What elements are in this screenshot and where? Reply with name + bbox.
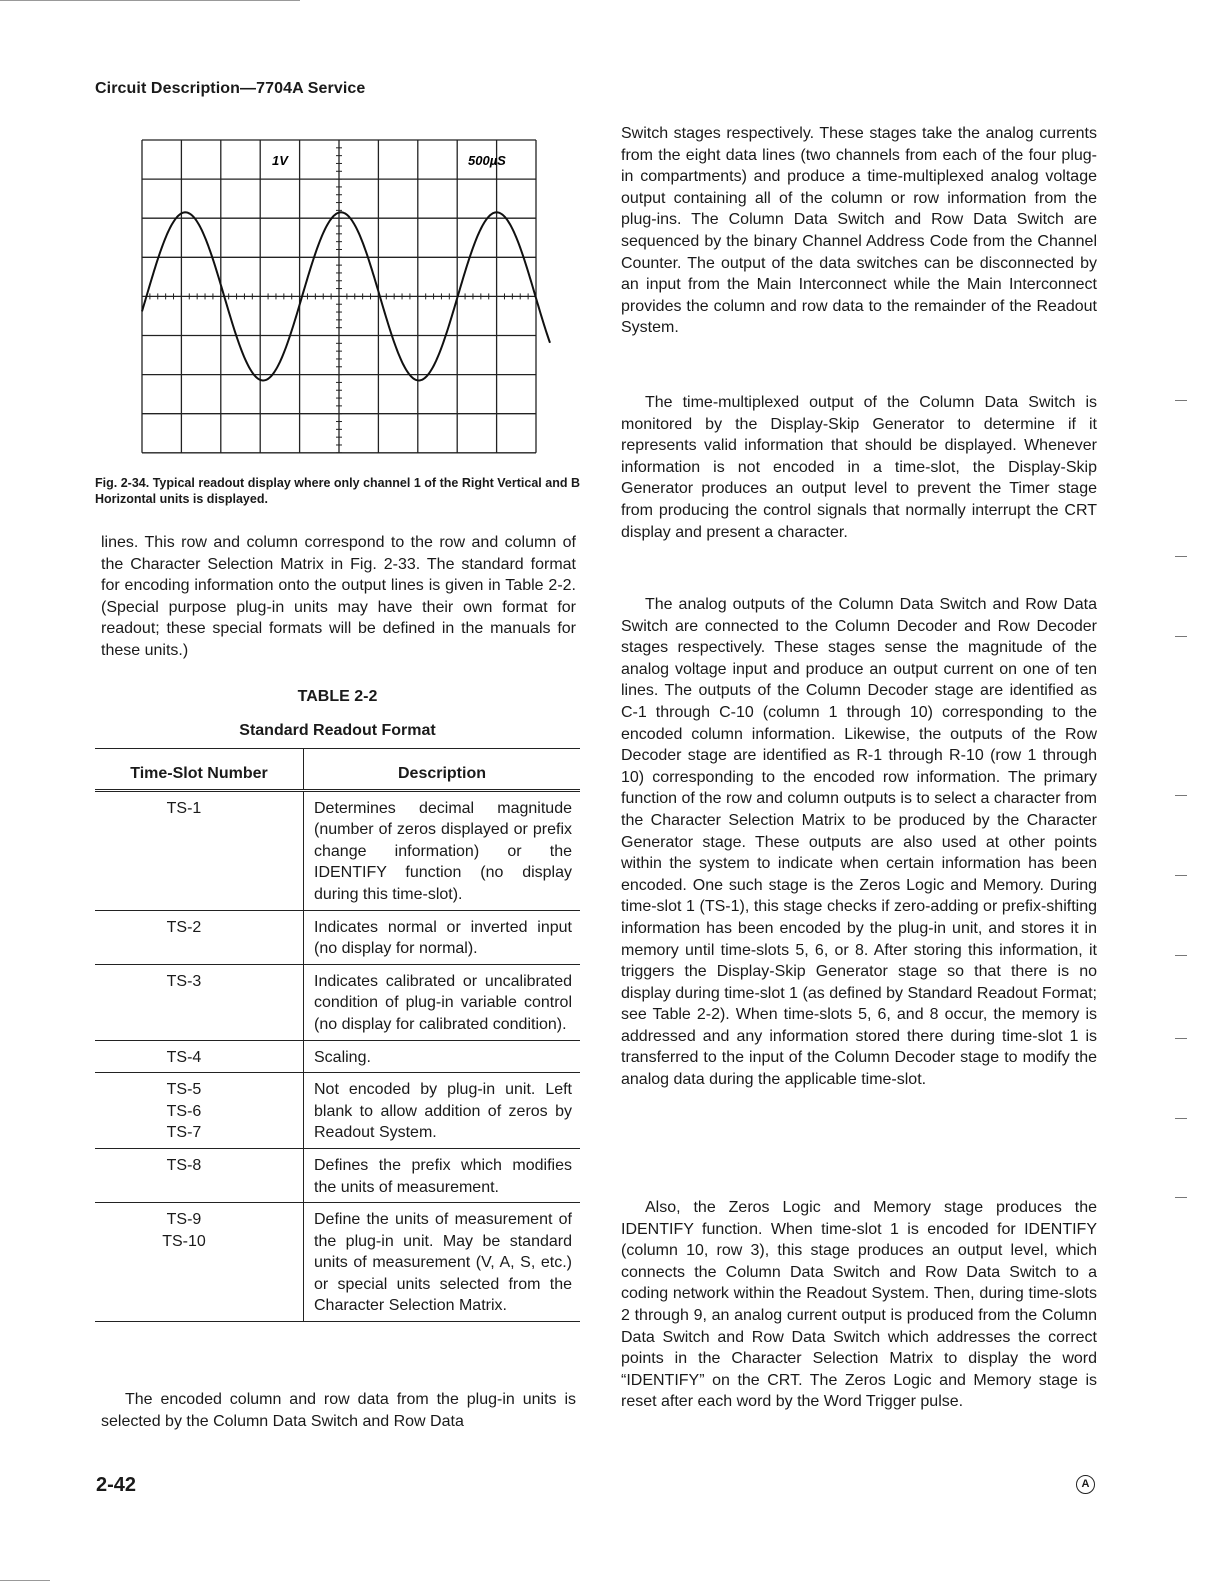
bottom-edge-rule — [0, 1580, 50, 1581]
description-cell: Define the units of measurement of the plug-in unit. May be standard units of measurement (V, A, S, etc.) or special units selected from the Character Selection Matrix. — [304, 1203, 581, 1322]
time-slot-label: TS-3 — [166, 972, 202, 990]
top-edge-rule — [0, 0, 300, 1]
description-cell: Indicates calibrated or uncalibrated condition of plug-in variable control (no display for calibrated condition). — [304, 964, 581, 1040]
table-row — [95, 910, 580, 964]
time-slot-cell — [95, 1073, 304, 1149]
time-slot-label: TS-1 — [166, 799, 202, 817]
time-slot-cell — [95, 1040, 304, 1073]
right-paragraph-4: Also, the Zeros Logic and Memory stage produces the IDENTIFY function. When time-slot 1 is encoded for IDENTIFY (column 10, row 3), this stage produces an output level, which connects the Column Data Switch and Row Data Switch to a coding network within the Readout System. Then, during time-slots 2 through 9, an analog current output is produced from the Column Data Switch and Row Data Switch which addresses the correct points in the Character Selection Matrix to display the word “IDENTIFY” on the CRT. The Zeros Logic and Memory stage is reset after each word by the Word Trigger pulse. — [621, 1199, 1097, 1411]
table-subtitle: Standard Readout Format — [239, 722, 436, 739]
tektronix-logo: A — [1076, 1475, 1095, 1494]
time-slot-label: TS-2 — [166, 918, 202, 936]
time-slot-cell — [95, 790, 304, 910]
running-header: Circuit Description—7704A Service — [95, 80, 366, 97]
time-slot-cell — [95, 910, 304, 964]
description-cell: Indicates normal or inverted input (no display for normal). — [304, 910, 581, 964]
table-row — [95, 790, 580, 910]
header-time-slot: Time-Slot Number — [95, 749, 304, 791]
oscilloscope-graticule — [138, 138, 558, 458]
time-slot-label: TS-8 — [166, 1156, 202, 1174]
time-slot-label: TS-4 — [166, 1048, 202, 1066]
table-row — [95, 964, 580, 1040]
table-header-row — [95, 749, 580, 791]
right-paragraph-1: Switch stages respectively. These stages take the analog currents from the eight data lines (two channels from each of the four plug-in compartments) and produce a time-multiplexed analog voltage output containing all of the column or row information from the plug-ins. The Column Data Switch and Row Data Switch are sequenced by the binary Channel Address Code from the Channel Counter. The output of the data switches can be disconnected by an input from the Main Interconnect while the Main Interconnect provides the column and row data to the remainder of the Readout System. — [621, 125, 1097, 337]
header-description: Description — [304, 749, 581, 791]
table-body — [95, 790, 580, 1321]
edge-mark — [1175, 795, 1187, 796]
edge-mark — [1175, 875, 1187, 876]
time-slot-label: TS-10 — [162, 1232, 206, 1250]
edge-mark — [1175, 1038, 1187, 1039]
volts-per-div-label: 1V — [272, 153, 288, 168]
description-cell: Not encoded by plug-in unit. Left blank to allow addition of zeros by Readout System. — [304, 1073, 581, 1149]
right-paragraph-2: The time-multiplexed output of the Column Data Switch is monitored by the Display-Skip Generator to determine if it represents valid information that should be displayed. Whenever information is not encoded in a time-slot, the Display-Skip Generator produces an output level to prevent the Timer stage from producing the control signals that normally interrupt the CRT display and present a character. — [621, 394, 1097, 541]
edge-mark — [1175, 1118, 1187, 1119]
time-slot-cell — [95, 1203, 304, 1322]
table-row — [95, 1040, 580, 1073]
page-number: 2-42 — [96, 1474, 137, 1496]
figure-caption: Fig. 2-34. Typical readout display where only channel 1 of the Right Vertical and B Horizontal units is displayed. — [95, 476, 580, 506]
standard-readout-format-table — [95, 748, 580, 1322]
time-slot-label: TS-7 — [166, 1124, 202, 1142]
edge-mark — [1175, 400, 1187, 401]
time-slot-cell — [95, 964, 304, 1040]
oscilloscope-figure — [138, 138, 558, 458]
edge-mark — [1175, 636, 1187, 637]
edge-mark — [1175, 1197, 1187, 1198]
left-paragraph-1: lines. This row and column correspond to the row and column of the Character Selection Matrix in Fig. 2-33. The standard format for encoding information onto the output lines is given in Table 2-2. (Special purpose plug-in units may have their own format for readout; these special formats will be defined in the manuals for these units.) — [101, 534, 576, 659]
time-slot-cell — [95, 1148, 304, 1202]
edge-mark — [1175, 556, 1187, 557]
time-slot-label: TS-5 — [166, 1081, 202, 1099]
description-cell: Scaling. — [304, 1040, 581, 1073]
right-paragraph-3: The analog outputs of the Column Data Switch and Row Data Switch are connected to the Column Decoder and Row Decoder stages respectively. These stages sense the magnitude of the analog voltage input and produce an output current on one of ten lines. The outputs of the Column Decoder stage are identified as C-1 through C-10 (column 1 through 10) corresponding to the encoded column information. Likewise, the outputs of the Row Decoder stage are identified as R-1 through R-10 (row 1 through 10) corresponding to the encoded row information. The primary function of the row and column outputs is to select a character from the Character Selection Matrix to be produced by the Character Generator stage. These outputs are also used at other points within the system to indicate when certain information has been encoded. One such stage is the Zeros Logic and Memory. During time-slot 1 (TS-1), this stage checks if zero-adding or prefix-shifting information has been encoded by the plug-in unit, and stores it in memory until time-slots 5, 6, or 8. After storing this information, it triggers the Display-Skip Generator stage so that there is no display during time-slot 1 (as defined by Standard Readout Format; see Table 2-2). When time-slots 5, 6, and 8 occur, the memory is addressed and any information stored there during time-slot 1 is transferred to the input of the Column Decoder stage to modify the analog data during the applicable time-slot. — [621, 596, 1097, 1089]
time-slot-label: TS-6 — [166, 1102, 202, 1120]
edge-mark — [1175, 955, 1187, 956]
time-per-div-label: 500µS — [468, 153, 506, 168]
table-title: TABLE 2-2 — [297, 688, 378, 705]
table-row — [95, 1073, 580, 1149]
table-row — [95, 1203, 580, 1322]
description-cell: Defines the prefix which modifies the units of measurement. — [304, 1148, 581, 1202]
left-paragraph-bottom: The encoded column and row data from the plug-in units is selected by the Column Data Switch and Row Data — [101, 1391, 576, 1430]
description-cell: Determines decimal magnitude (number of zeros displayed or prefix change information) or the IDENTIFY function (no display during this time-slot). — [304, 790, 581, 910]
time-slot-label: TS-9 — [166, 1211, 202, 1229]
table-row — [95, 1148, 580, 1202]
